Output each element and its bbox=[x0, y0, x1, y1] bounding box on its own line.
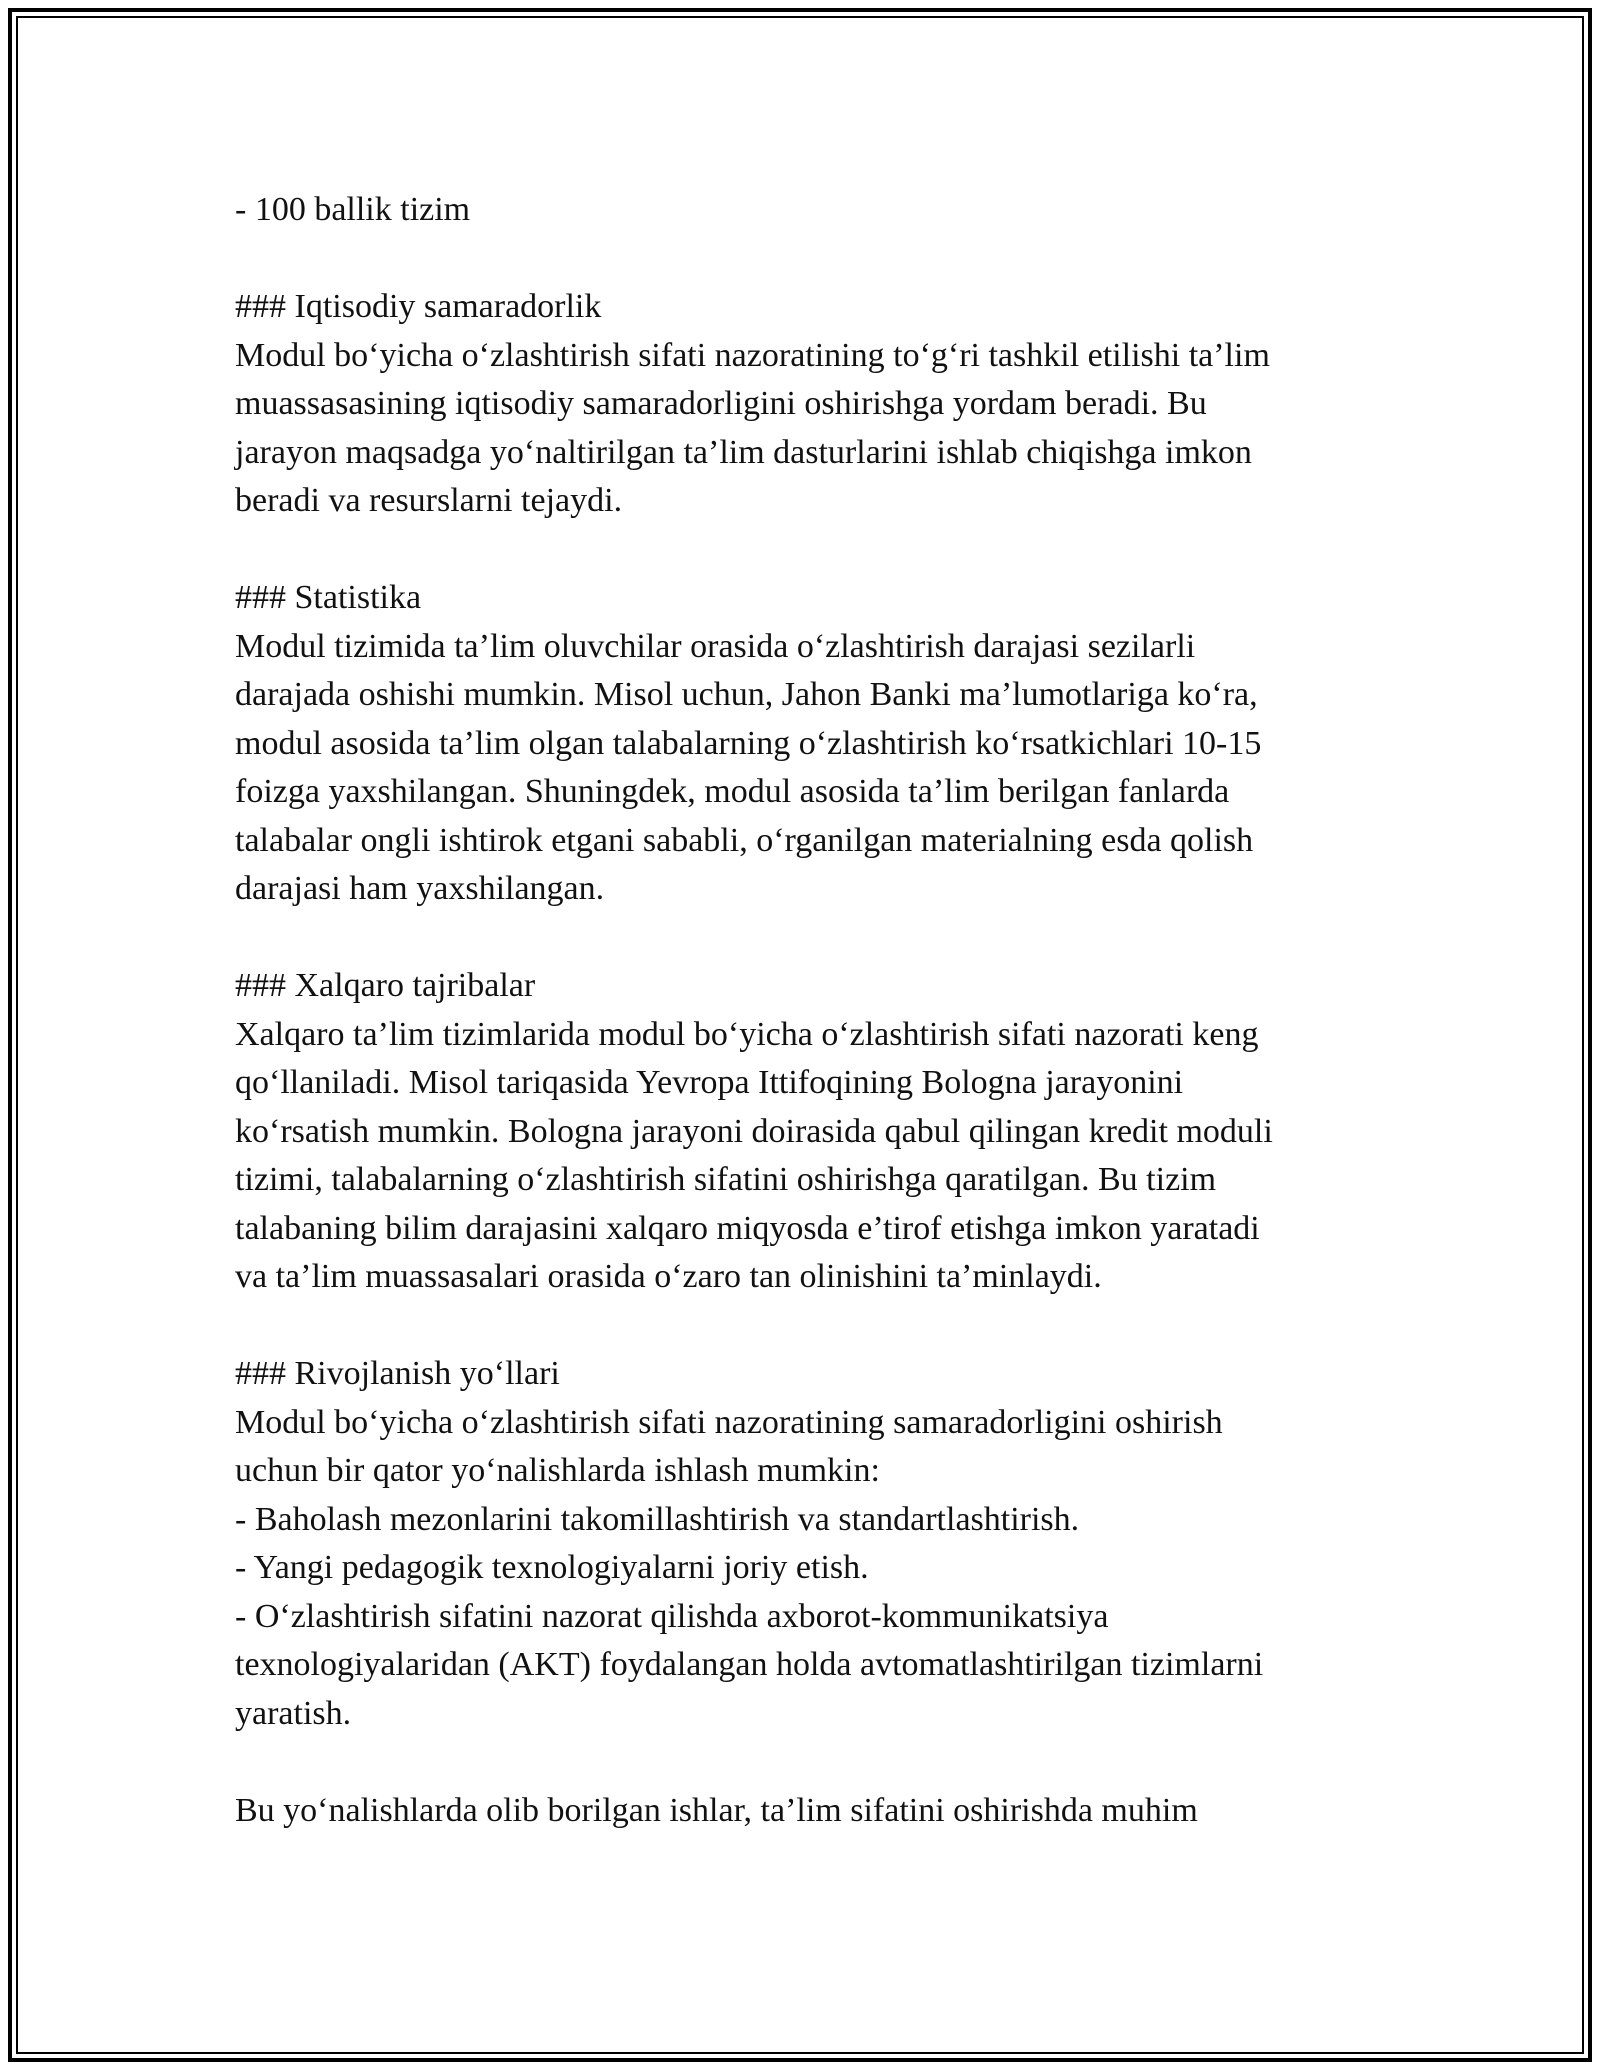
paragraph-line: ko‘rsatish mumkin. Bologna jarayoni doirasida qabul qilingan kredit moduli bbox=[235, 1112, 1273, 1150]
section-iqtisodiy-samaradorlik bbox=[235, 283, 1395, 526]
paragraph-line: qo‘llaniladi. Misol tariqasida Yevropa Ittifoqining Bologna jarayonini bbox=[235, 1064, 1184, 1101]
paragraph-line: uchun bir qator yo‘nalishlarda ishlash mumkin: bbox=[235, 1452, 880, 1489]
section-statistika bbox=[235, 574, 1395, 914]
section-heading: ### Xalqaro tajribalar bbox=[235, 967, 536, 1004]
paragraph-line: yaratish. bbox=[235, 1694, 352, 1732]
paragraph-line: Xalqaro ta’lim tizimlarida modul bo‘yicha o‘zlashtirish sifati nazorati keng bbox=[235, 1015, 1259, 1053]
section-rivojlanish-yollari bbox=[235, 1350, 1395, 1738]
paragraph-gap bbox=[235, 1738, 1395, 1787]
section-heading: ### Statistika bbox=[235, 579, 422, 616]
paragraph-line: darajada oshishi mumkin. Misol uchun, Jahon Banki ma’lumotlariga ko‘ra, bbox=[235, 676, 1258, 713]
paragraph-line: texnologiyalaridan (AKT) foydalangan holda avtomatlashtirilgan tizimlarni bbox=[235, 1646, 1264, 1683]
section-xalqaro-tajribalar bbox=[235, 962, 1395, 1302]
paragraph-line: jarayon maqsadga yo‘naltirilgan ta’lim dasturlarini ishlab chiqishga imkon bbox=[235, 433, 1252, 471]
section-heading: ### Iqtisodiy samaradorlik bbox=[235, 288, 602, 325]
document-body bbox=[235, 186, 1395, 1835]
section-heading: ### Rivojlanish yo‘llari bbox=[235, 1355, 560, 1392]
list-item: - Yangi pedagogik texnologiyalarni joriy etish. bbox=[235, 1549, 869, 1586]
paragraph-line: darajasi ham yaxshilangan. bbox=[235, 870, 605, 907]
paragraph-line: Modul bo‘yicha o‘zlashtirish sifati nazoratining samaradorligini oshirish bbox=[235, 1403, 1223, 1441]
list-item: - Baholash mezonlarini takomillashtirish va standartlashtirish. bbox=[235, 1500, 1080, 1538]
list-item: - O‘zlashtirish sifatini nazorat qilishda axborot-kommunikatsiya bbox=[235, 1597, 1109, 1635]
paragraph-line: Modul tizimida ta’lim oluvchilar orasida o‘zlashtirish darajasi sezilarli bbox=[235, 627, 1196, 665]
paragraph-line: talabalar ongli ishtirok etgani sababli, o‘rganilgan materialning esda qolish bbox=[235, 821, 1254, 859]
paragraph-line: foizga yaxshilangan. Shuningdek, modul asosida ta’lim berilgan fanlarda bbox=[235, 773, 1230, 810]
paragraph-line: modul asosida ta’lim olgan talabalarning o‘zlashtirish ko‘rsatkichlari 10-15 bbox=[235, 724, 1262, 762]
paragraph-gap bbox=[235, 1302, 1395, 1351]
paragraph-line: muassasasining iqtisodiy samaradorligini oshirishga yordam beradi. Bu bbox=[235, 385, 1207, 422]
paragraph-line: Modul bo‘yicha o‘zlashtirish sifati nazoratining to‘g‘ri tashkil etilishi ta’lim bbox=[235, 336, 1270, 374]
paragraph-line: tizimi, talabalarning o‘zlashtirish sifatini oshirishga qaratilgan. Bu tizim bbox=[235, 1161, 1217, 1198]
paragraph-gap bbox=[235, 235, 1395, 284]
paragraph-line: beradi va resurslarni tejaydi. bbox=[235, 482, 623, 519]
paragraph-line: talabaning bilim darajasini xalqaro miqyosda e’tirof etishga imkon yaratadi bbox=[235, 1209, 1260, 1247]
closing-paragraph-line: Bu yo‘nalishlarda olib borilgan ishlar, ta’lim sifatini oshirishda muhim bbox=[235, 1791, 1198, 1829]
paragraph-line: va ta’lim muassasalari orasida o‘zaro tan olinishini ta’minlaydi. bbox=[235, 1258, 1102, 1295]
paragraph-gap bbox=[235, 914, 1395, 963]
paragraph-gap bbox=[235, 526, 1395, 575]
intro-list-item: - 100 ballik tizim bbox=[235, 191, 471, 228]
